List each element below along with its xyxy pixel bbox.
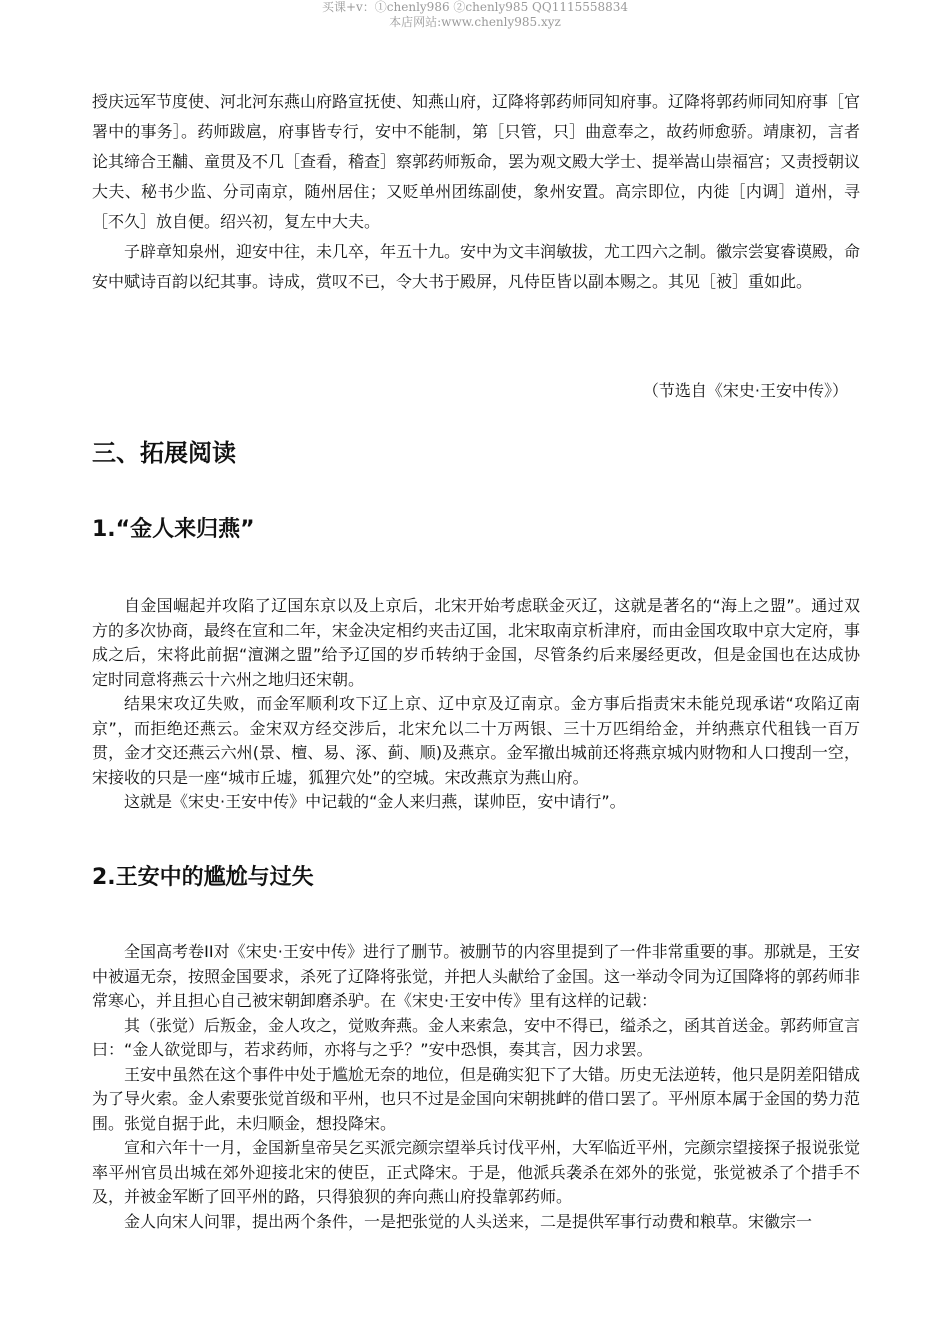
part1-body [92, 594, 860, 815]
part2-paragraph: 宣和六年十一月，金国新皇帝吴乞买派完颜宗望举兵讨伐平州，大军临近平州，完颜宗望接探子报说张觉率平州官员出城在郊外迎接北宋的使臣，正式降宋。于是，他派兵袭杀在郊外的张觉，张觉被杀了个措手不及，并被金军断了回平州的路，只得狼狈的奔向燕山府投靠郭药师。 [92, 1138, 861, 1206]
part1-paragraph: 这就是《宋史·王安中传》中记载的“金人来归燕，谋帅臣，安中请行”。 [124, 792, 626, 811]
watermark-line-1: 买课+v：①chenly986 ②chenly985 QQ1115558834 [321, 0, 629, 14]
passage-paragraph: 子辟章知泉州，迎安中往，未几卒，年五十九。安中为文丰润敏拔，尤工四六之制。徽宗尝宴睿谟殿，命安中赋诗百韵以纪其事。诗成，赏叹不已，令大书于殿屏，凡侍臣皆以副本赐之。其见［被］重如此。 [92, 242, 861, 291]
part2-body [92, 940, 860, 1234]
watermark [0, 0, 950, 30]
part1-title: 1.“金人来归燕” [92, 517, 255, 542]
watermark-line-2: 本店网站:www.chenly985.xyz [389, 15, 561, 29]
section-title: 三、拓展阅读 [92, 439, 236, 467]
part2-paragraph: 其（张觉）后叛金，金人攻之，觉败奔燕。金人来索急，安中不得已，缢杀之，函其首送金。郭药师宣言曰：“金人欲觉即与，若求药师，亦将与之乎？”安中恐惧，奏其言，因力求罢。 [92, 1015, 861, 1059]
passage-source: （节选自《宋史·王安中传》） [642, 381, 848, 400]
passage-paragraph: 授庆远军节度使、河北河东燕山府路宣抚使、知燕山府，辽降将郭药师同知府事。辽降将郭药师同知府事［官署中的事务］。药师跋扈，府事皆专行，安中不能制，第［只管，只］曲意奉之，故药师愈骄。靖康初，言者论其缔合王黼、童贯及不几［查看，稽查］察郭药师叛命，罢为观文殿大学士、提举嵩山崇福宫；又责授朝议大夫、秘书少监、分司南京，随州居住；又贬单州团练副使，象州安置。高宗即位，内徙［内调］道州，寻［不久］放自便。绍兴初，复左中大夫。 [92, 92, 861, 231]
passage [92, 87, 860, 297]
part2-paragraph: 金人向宋人问罪，提出两个条件，一是把张觉的人头送来，二是提供军事行动费和粮草。宋徽宗一 [124, 1211, 813, 1231]
part1-paragraph: 结果宋攻辽失败，而金军顺利攻下辽上京、辽中京及辽南京。金方事后指责宋未能兑现承诺“攻陷辽南京”，而拒绝还燕云。金宋双方经交涉后，北宋允以二十万两银、三十万匹绢给金，并纳燕京代租钱一百万贯，金才交还燕云六州(景、檀、易、涿、蓟、顺)及燕京。金军撤出城前还将燕京城内财物和人口搜刮一空，宋接收的只是一座“城市丘墟，狐狸穴处”的空城。宋改燕京为燕山府。 [92, 694, 860, 787]
part2-paragraph: 王安中虽然在这个事件中处于尴尬无奈的地位，但是确实犯下了大错。历史无法逆转，他只是阴差阳错成为了导火索。金人索要张觉首级和平州，也只不过是金国向宋朝挑衅的借口罢了。平州原本属于金国的势力范围。张觉自据于此，未归顺金，想投降宋。 [92, 1064, 861, 1133]
part2-title: 2.王安中的尴尬与过失 [92, 865, 314, 890]
part2-paragraph: 全国高考卷II对《宋史·王安中传》进行了删节。被删节的内容里提到了一件非常重要的事。那就是，王安中被逼无奈，按照金国要求，杀死了辽降将张觉，并把人头献给了金国。这一举动令同为辽国降将的郭药师非常寒心，并且担心自己被宋朝卸磨杀驴。在《宋史·王安中传》里有这样的记载： [92, 942, 861, 1010]
part1-paragraph: 自金国崛起并攻陷了辽国东京以及上京后，北宋开始考虑联金灭辽，这就是著名的“海上之盟”。通过双方的多次协商，最终在宣和二年，宋金决定相约夹击辽国，北宋取南京析津府，而由金国攻取中京大定府，事成之后，宋将此前据“澶渊之盟”给予辽国的岁币转纳于金国，尽管条约后来屡经更改，但是金国也在达成协定时同意将燕云十六州之地归还宋朝。 [92, 596, 861, 689]
